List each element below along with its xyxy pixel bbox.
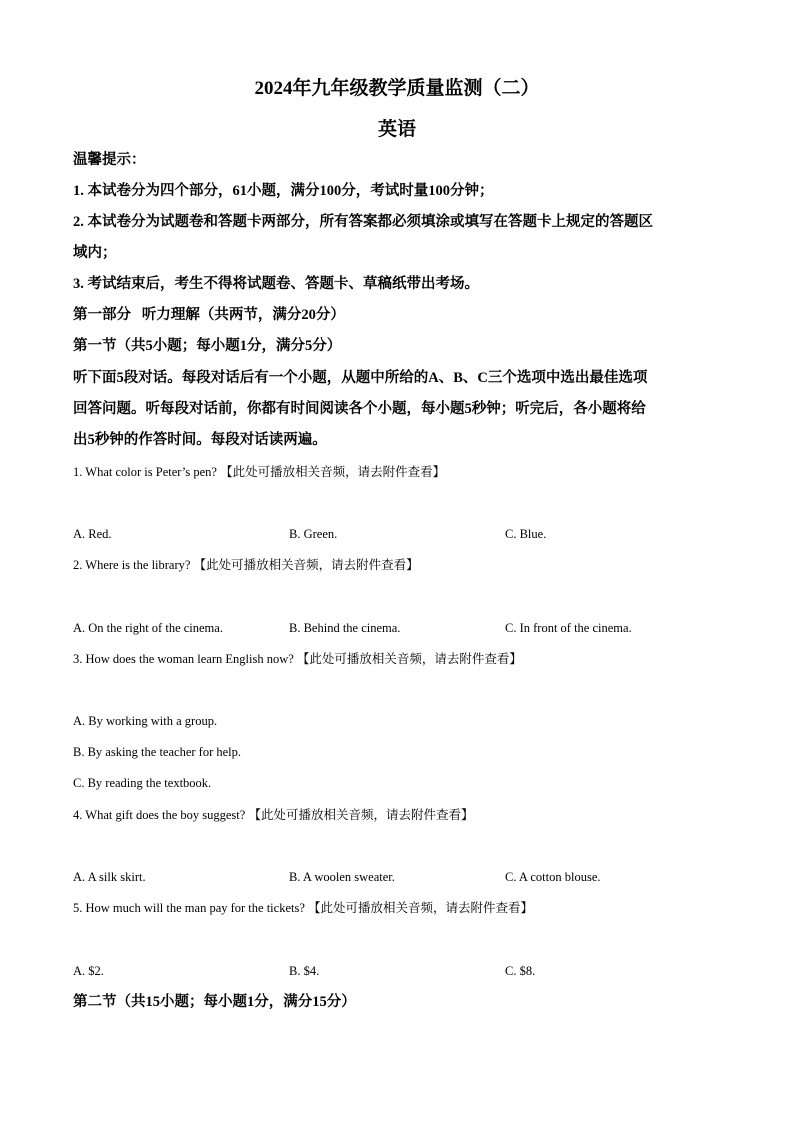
question-stem: 3. How does the woman learn English now? xyxy=(73,652,294,666)
question-stem: 2. Where is the library? xyxy=(73,558,191,572)
question-2 xyxy=(73,555,419,575)
option-c: C. By reading the textbook. xyxy=(73,776,212,790)
option-a: A. By working with a group. xyxy=(73,714,218,728)
notice-heading: 温馨提示： xyxy=(73,152,146,168)
option-a: A. $2. xyxy=(73,964,104,978)
option-b: B. Green. xyxy=(289,527,338,541)
question-4 xyxy=(73,805,473,825)
exam-title: 2024年九年级教学质量监测（二） xyxy=(254,78,540,99)
audio-note: 【此处可播放相关音频，请去附件查看】 xyxy=(248,808,474,822)
notice-item: 3. 考试结束后，考生不得将试题卷、答题卡、草稿纸带出考场。 xyxy=(73,276,479,292)
notice-item: 1. 本试卷分为四个部分，61小题，满分100分，考试时量100分钟； xyxy=(73,183,494,199)
question-stem: 1. What color is Peter’s pen? xyxy=(73,465,217,479)
option-b: B. Behind the cinema. xyxy=(289,621,401,635)
option-c: C. $8. xyxy=(505,964,536,978)
section1-title: 第一节（共5小题；每小题1分，满分5分） xyxy=(73,338,342,354)
option-c: C. Blue. xyxy=(505,527,547,541)
option-b: B. By asking the teacher for help. xyxy=(73,745,242,759)
exam-subject: 英语 xyxy=(377,119,416,140)
question-1 xyxy=(73,462,445,482)
section2-title: 第二节（共15小题；每小题1分，满分15分） xyxy=(73,994,356,1010)
question-5 xyxy=(73,898,533,918)
option-b: B. $4. xyxy=(289,964,320,978)
audio-note: 【此处可播放相关音频，请去附件查看】 xyxy=(296,652,522,666)
instructions-line: 出5秒钟的作答时间。每段对话读两遍。 xyxy=(73,432,327,448)
notice-item: 域内； xyxy=(73,245,117,261)
question-stem: 4. What gift does the boy suggest? xyxy=(73,808,246,822)
question-3 xyxy=(73,649,522,669)
audio-note: 【此处可播放相关音频，请去附件查看】 xyxy=(193,558,419,572)
option-a: A. Red. xyxy=(73,527,112,541)
option-a: A. On the right of the cinema. xyxy=(73,621,223,635)
option-c: C. A cotton blouse. xyxy=(505,870,601,884)
question-stem: 5. How much will the man pay for the tickets? xyxy=(73,901,305,915)
audio-note: 【此处可播放相关音频，请去附件查看】 xyxy=(220,465,446,479)
instructions-line: 听下面5段对话。每段对话后有一个小题，从题中所给的A、B、C三个选项中选出最佳选项 xyxy=(73,370,648,386)
option-b: B. A woolen sweater. xyxy=(289,870,395,884)
audio-note: 【此处可播放相关音频，请去附件查看】 xyxy=(308,901,534,915)
part1-title: 第一部分 听力理解（共两节，满分20分） xyxy=(73,307,345,323)
option-a: A. A silk skirt. xyxy=(73,870,146,884)
notice-item: 2. 本试卷分为试题卷和答题卡两部分，所有答案都必须填涂或填写在答题卡上规定的答题区 xyxy=(73,214,653,230)
option-c: C. In front of the cinema. xyxy=(505,621,632,635)
instructions-line: 回答问题。听每段对话前，你都有时间阅读各个小题，每小题5秒钟；听完后，各小题将给 xyxy=(73,401,646,417)
